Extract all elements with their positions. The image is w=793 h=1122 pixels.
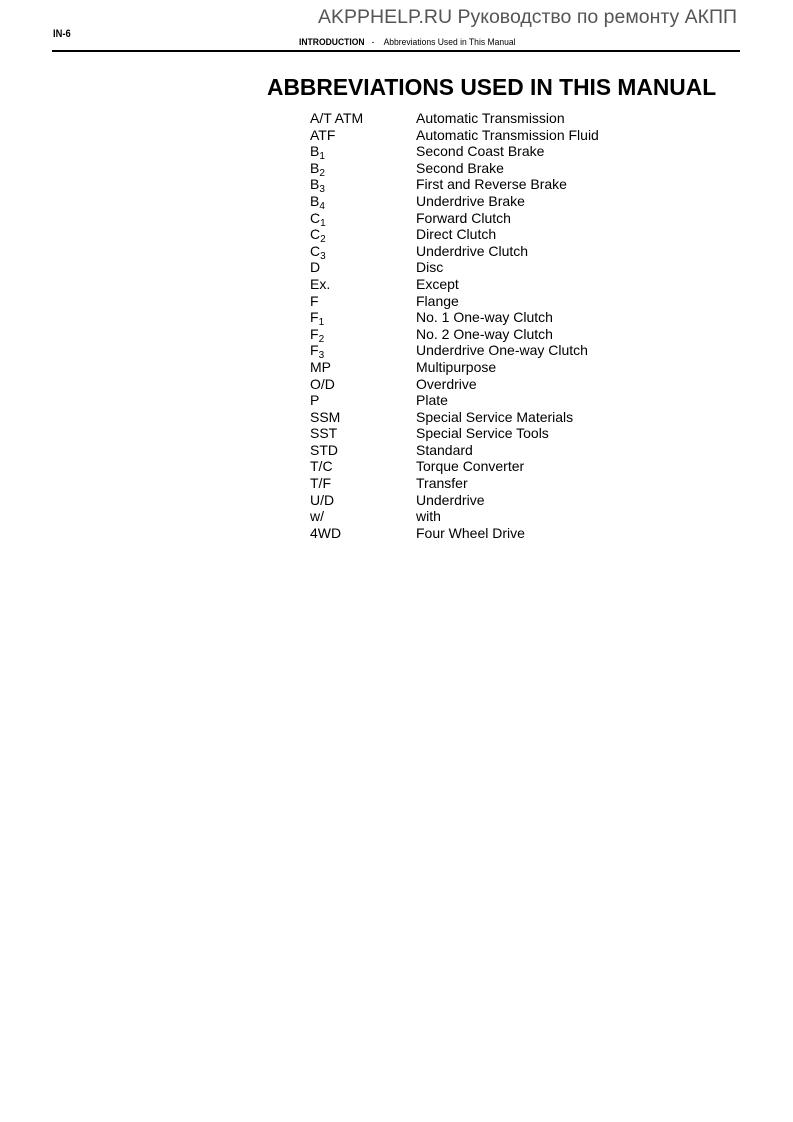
watermark: AKPPHELP.RU Руководство по ремонту АКПП [318, 6, 738, 28]
abbreviation-meaning: No. 1 One-way Clutch [416, 309, 553, 326]
abbreviation-text: O/D [310, 375, 335, 392]
abbreviation [310, 359, 331, 376]
abbreviation-meaning: Except [416, 275, 459, 292]
abbreviation-text: F [310, 325, 319, 342]
abbreviation-meaning: Standard [416, 441, 473, 458]
abbreviation-text: SST [310, 425, 338, 442]
abbreviation-text: ATF [310, 126, 336, 143]
abbreviation [310, 475, 331, 492]
abbreviation-text: U/D [310, 491, 335, 508]
abbreviation-meaning: Torque Converter [416, 458, 525, 475]
abbreviation-text: Ex. [310, 275, 331, 292]
abbreviation-text: D [310, 259, 321, 276]
header-section: INTRODUCTION [299, 37, 365, 48]
abbreviation-text: F [310, 309, 319, 326]
abbreviation-text: B [310, 176, 320, 193]
abbreviation [310, 525, 341, 542]
abbreviation-text: B [310, 159, 320, 176]
abbreviation-text: T/C [310, 458, 333, 475]
abbreviation-subscript: 3 [320, 250, 326, 262]
abbreviation-meaning: No. 2 One-way Clutch [416, 325, 553, 342]
abbreviation-subscript: 3 [319, 184, 325, 196]
abbreviation [310, 243, 326, 260]
header-rule [52, 50, 740, 52]
abbreviation-subscript: 1 [319, 151, 325, 163]
abbreviation-subscript: 2 [320, 234, 326, 246]
abbreviation [310, 458, 333, 475]
abbreviation-meaning: with [416, 508, 441, 525]
abbreviation-meaning: Second Coast Brake [416, 143, 545, 160]
abbreviation [310, 176, 325, 196]
abbreviation-meaning: Multipurpose [416, 358, 497, 375]
abbreviation-meaning: Automatic Transmission [416, 110, 565, 126]
abbreviation-subscript: 2 [319, 167, 325, 179]
abbreviation [310, 160, 325, 177]
abbreviation [310, 309, 325, 329]
abbreviation [310, 392, 319, 409]
abbreviation [310, 409, 340, 426]
abbreviation-subscript: 3 [318, 350, 325, 362]
abbreviation-meaning: Forward Clutch [416, 209, 511, 226]
abbreviation-meaning: Underdrive Brake [416, 192, 525, 209]
abbreviation [310, 442, 338, 459]
abbreviation-text: C [310, 226, 321, 243]
header-subsection: Abbreviations Used in This Manual [383, 37, 516, 48]
abbreviation [310, 293, 319, 310]
abbreviation-subscript: 1 [318, 317, 325, 329]
abbreviation-meaning: Flange [416, 292, 459, 309]
abbreviation-text: T/F [310, 475, 331, 492]
abbreviation-text: 4WD [310, 524, 342, 541]
abbreviation [310, 143, 325, 163]
abbreviation-meaning: Disc [416, 259, 444, 276]
abbreviation-meaning: Transfer [416, 475, 468, 492]
abbreviation [310, 226, 326, 246]
abbreviation-meaning: Underdrive One-way Clutch [416, 342, 588, 359]
abbreviation-text: C [310, 242, 321, 259]
abbreviation-text: B [310, 192, 320, 209]
abbreviation [310, 326, 324, 343]
header-separator: - [371, 37, 375, 48]
abbreviation-text: B [310, 143, 320, 160]
abbreviation-text: w/ [310, 508, 324, 525]
abbreviation [310, 342, 325, 362]
abbreviation-meaning: Underdrive Clutch [416, 242, 529, 259]
abbreviation [310, 193, 325, 210]
abbreviation-text: MP [310, 358, 331, 375]
running-header [299, 37, 516, 48]
abbreviation-text: P [310, 392, 320, 409]
abbreviation-subscript: 4 [319, 200, 325, 212]
abbreviation-meaning: Plate [416, 392, 448, 409]
abbreviation [310, 127, 335, 144]
abbreviation-meaning: Special Service Tools [416, 425, 549, 442]
abbreviation-meaning: Underdrive [416, 491, 485, 508]
abbreviation-meaning: Four Wheel Drive [416, 524, 525, 541]
abbreviation-meaning: Automatic Transmission Fluid [416, 126, 599, 143]
abbreviation [310, 276, 330, 293]
abbreviation-meaning: Overdrive [416, 375, 477, 392]
abbreviation [310, 376, 335, 393]
page-title: ABBREVIATIONS USED IN THIS MANUAL [267, 74, 717, 100]
abbreviation-text: STD [310, 441, 338, 458]
abbreviation-text: SSM [310, 408, 341, 425]
abbreviation-meaning: First and Reverse Brake [416, 176, 567, 193]
abbreviation [310, 508, 324, 525]
abbreviation-text: F [310, 342, 319, 359]
abbreviation-meaning: Direct Clutch [416, 226, 497, 243]
abbreviation-subscript: 2 [318, 333, 325, 345]
abbreviation [310, 492, 334, 509]
abbreviation-text: C [310, 209, 321, 226]
abbreviation-text: F [310, 292, 319, 309]
abbreviation-text: A/T ATM [310, 110, 364, 126]
abbreviation-subscript: 1 [320, 217, 326, 229]
abbreviation-meaning: Special Service Materials [416, 408, 574, 425]
abbreviation [310, 259, 320, 276]
abbreviation-meaning: Second Brake [416, 159, 504, 176]
abbreviation [310, 425, 337, 442]
abbreviation [310, 110, 363, 127]
abbreviation [310, 210, 326, 227]
page-number: IN-6 [53, 28, 71, 40]
